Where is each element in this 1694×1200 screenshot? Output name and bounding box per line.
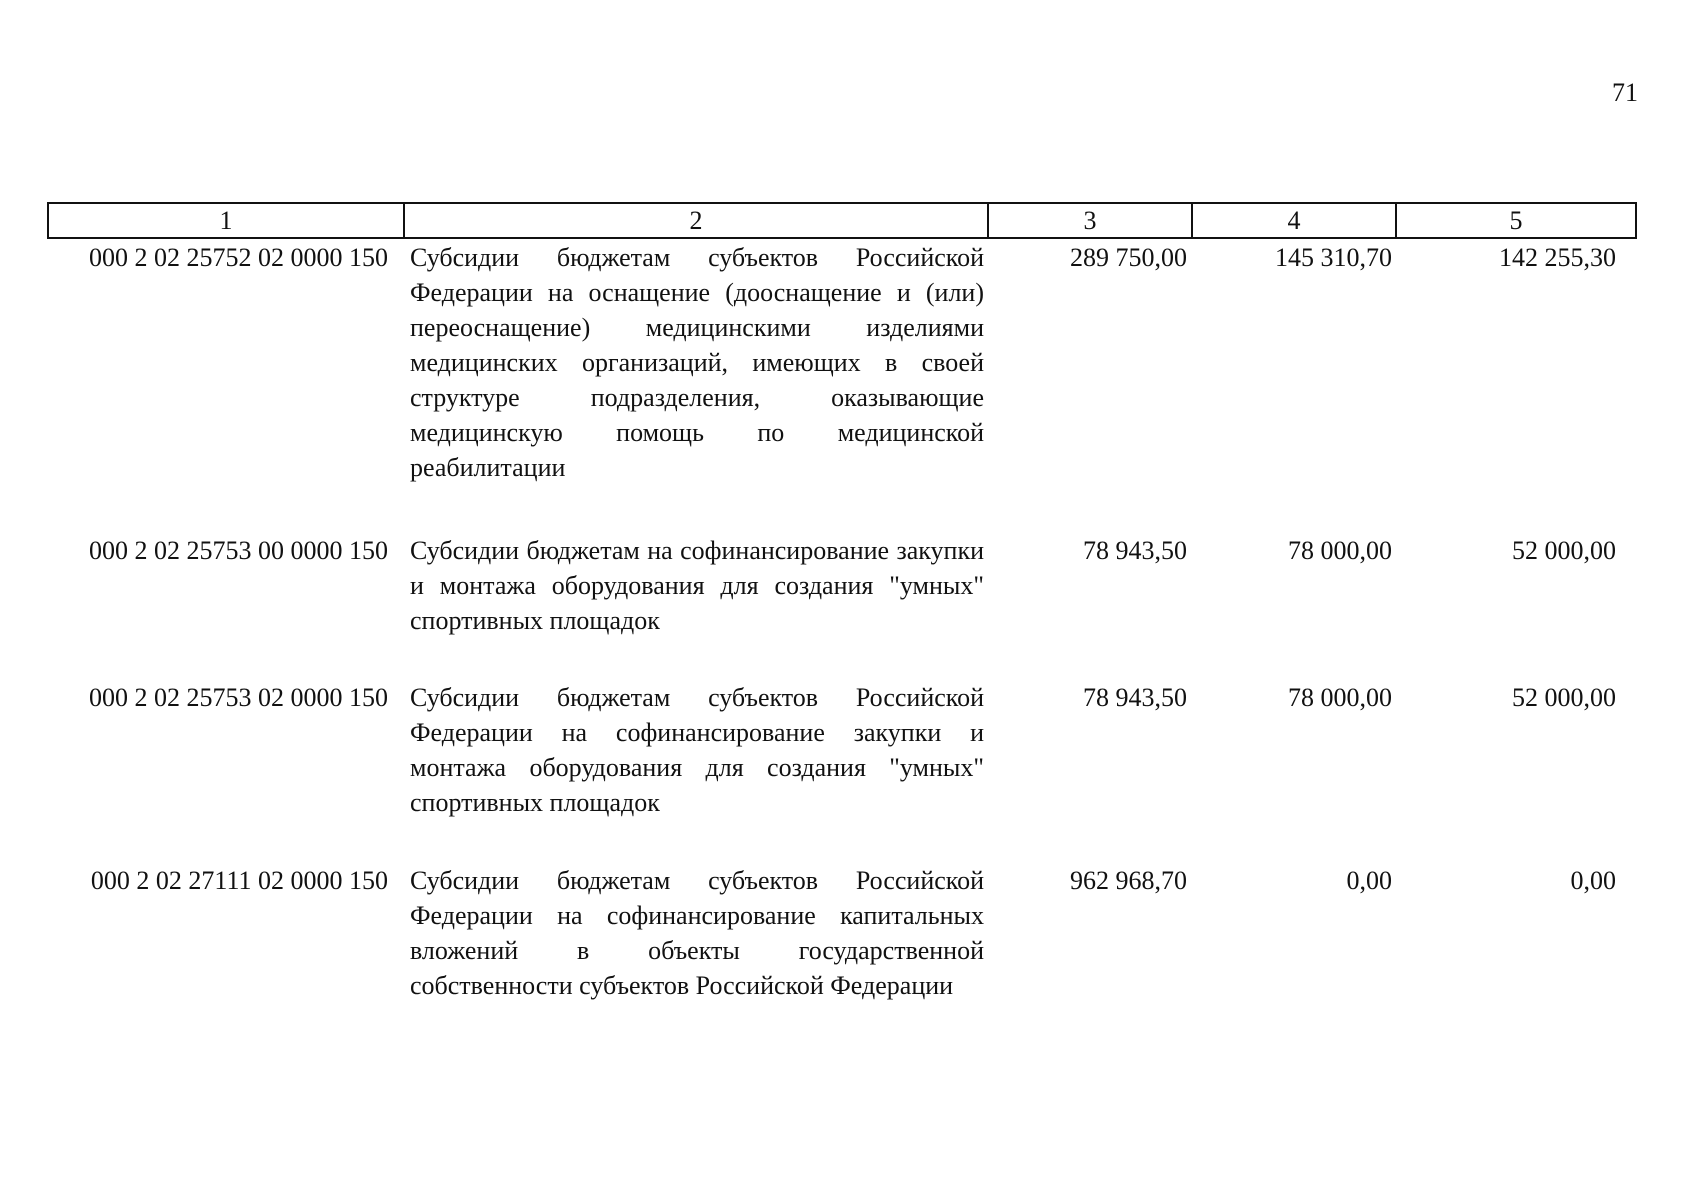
budget-code: 000 2 02 25752 02 0000 150 xyxy=(89,243,388,272)
amount-col5: 52 000,00 xyxy=(1512,683,1616,712)
description: Субсидии бюджетам субъектов Российской Федерации на оснащение (дооснащение и (или) переоснащение) медицинскими изделиями медицинских организаций, имеющих в своей структуре подразделения, оказывающие медицинскую помощь по медицинской реабилитации xyxy=(410,243,984,482)
budget-code: 000 2 02 27111 02 0000 150 xyxy=(90,866,388,895)
table-row xyxy=(48,679,1636,862)
header-row xyxy=(48,203,1636,238)
column-header-3: 3 xyxy=(988,203,1192,238)
description: Субсидии бюджетам на софинансирование закупки и монтажа оборудования для создания "умных" спортивных площадок xyxy=(410,536,984,635)
column-header-4: 4 xyxy=(1192,203,1396,238)
table-row xyxy=(48,532,1636,679)
table-header xyxy=(48,203,1636,238)
table-row xyxy=(48,862,1636,1053)
table-row xyxy=(48,238,1636,532)
amount-col4: 78 000,00 xyxy=(1288,536,1392,565)
column-header-2: 2 xyxy=(404,203,988,238)
description: Субсидии бюджетам субъектов Российской Федерации на софинансирование закупки и монтажа оборудования для создания "умных" спортивных площадок xyxy=(410,683,984,817)
amount-col4: 145 310,70 xyxy=(1275,243,1392,272)
budget-table xyxy=(47,202,1637,1053)
budget-code: 000 2 02 25753 00 0000 150 xyxy=(89,536,388,565)
table-body xyxy=(48,238,1636,1053)
budget-code: 000 2 02 25753 02 0000 150 xyxy=(89,683,388,712)
amount-col3: 289 750,00 xyxy=(1070,243,1187,272)
column-header-5: 5 xyxy=(1396,203,1636,238)
amount-col3: 962 968,70 xyxy=(1070,866,1187,895)
amount-col3: 78 943,50 xyxy=(1083,536,1187,565)
amount-col3: 78 943,50 xyxy=(1083,683,1187,712)
amount-col4: 78 000,00 xyxy=(1288,683,1392,712)
amount-col4: 0,00 xyxy=(1346,866,1392,895)
amount-col5: 142 255,30 xyxy=(1499,243,1616,272)
description: Субсидии бюджетам субъектов Российской Федерации на софинансирование капитальных вложений в объекты государственной собственности субъектов Российской Федерации xyxy=(410,866,984,1000)
amount-col5: 52 000,00 xyxy=(1512,536,1616,565)
amount-col5: 0,00 xyxy=(1570,866,1616,895)
column-header-1: 1 xyxy=(48,203,404,238)
page-number: 71 xyxy=(1612,78,1638,107)
